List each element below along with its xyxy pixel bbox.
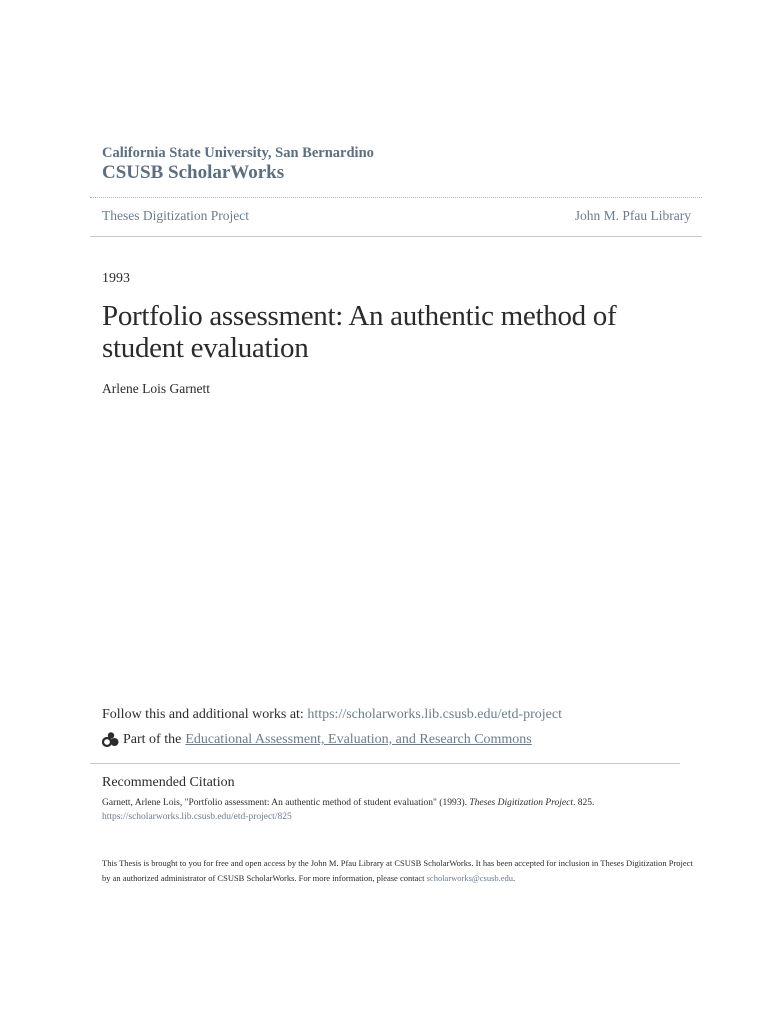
commons-network-icon — [102, 731, 120, 749]
library-link[interactable]: John M. Pfau Library — [574, 208, 691, 223]
header-divider — [90, 197, 702, 198]
university-name[interactable]: California State University, San Bernardino — [102, 145, 374, 161]
citation-heading: Recommended Citation — [102, 775, 235, 790]
repository-name[interactable]: CSUSB ScholarWorks — [102, 162, 285, 183]
follow-label: Follow this and additional works at: — [102, 707, 304, 722]
notice-text: This Thesis is brought to you for free and open access by the John M. Pfau Library at CSUSB ScholarWorks. It has been accepted for inclusion in Theses Digitization Project by an authorized administrator of CSUSB ScholarWorks. For more information, please contact — [102, 858, 693, 883]
collection-link[interactable]: Theses Digitization Project — [102, 208, 249, 223]
publication-year: 1993 — [102, 271, 130, 286]
document-author: Arlene Lois Garnett — [102, 381, 210, 396]
notice-end: . — [513, 873, 516, 883]
part-of-label: Part of the — [123, 732, 182, 747]
citation-series: Theses Digitization Project — [469, 798, 573, 808]
citation-block — [102, 796, 702, 824]
contact-email-link[interactable]: scholarworks@csusb.edu — [426, 873, 514, 883]
citation-text: Garnett, Arlene Lois, "Portfolio assessment: An authentic method of student evaluation" (1993). — [102, 798, 467, 808]
commons-link[interactable]: Educational Assessment, Evaluation, and Research Commons — [185, 732, 532, 747]
follow-url-link[interactable]: https://scholarworks.lib.csusb.edu/etd-project — [307, 707, 563, 722]
document-title: Portfolio assessment: An authentic method of student evaluation — [102, 300, 617, 364]
header-bottom-divider — [90, 236, 702, 237]
access-notice — [102, 856, 702, 886]
part-of-line — [102, 731, 532, 749]
citation-url-link[interactable]: https://scholarworks.lib.csusb.edu/etd-project/825 — [102, 812, 292, 822]
citation-number: . 825. — [573, 798, 595, 808]
follow-line — [102, 707, 562, 723]
citation-divider — [90, 763, 680, 764]
